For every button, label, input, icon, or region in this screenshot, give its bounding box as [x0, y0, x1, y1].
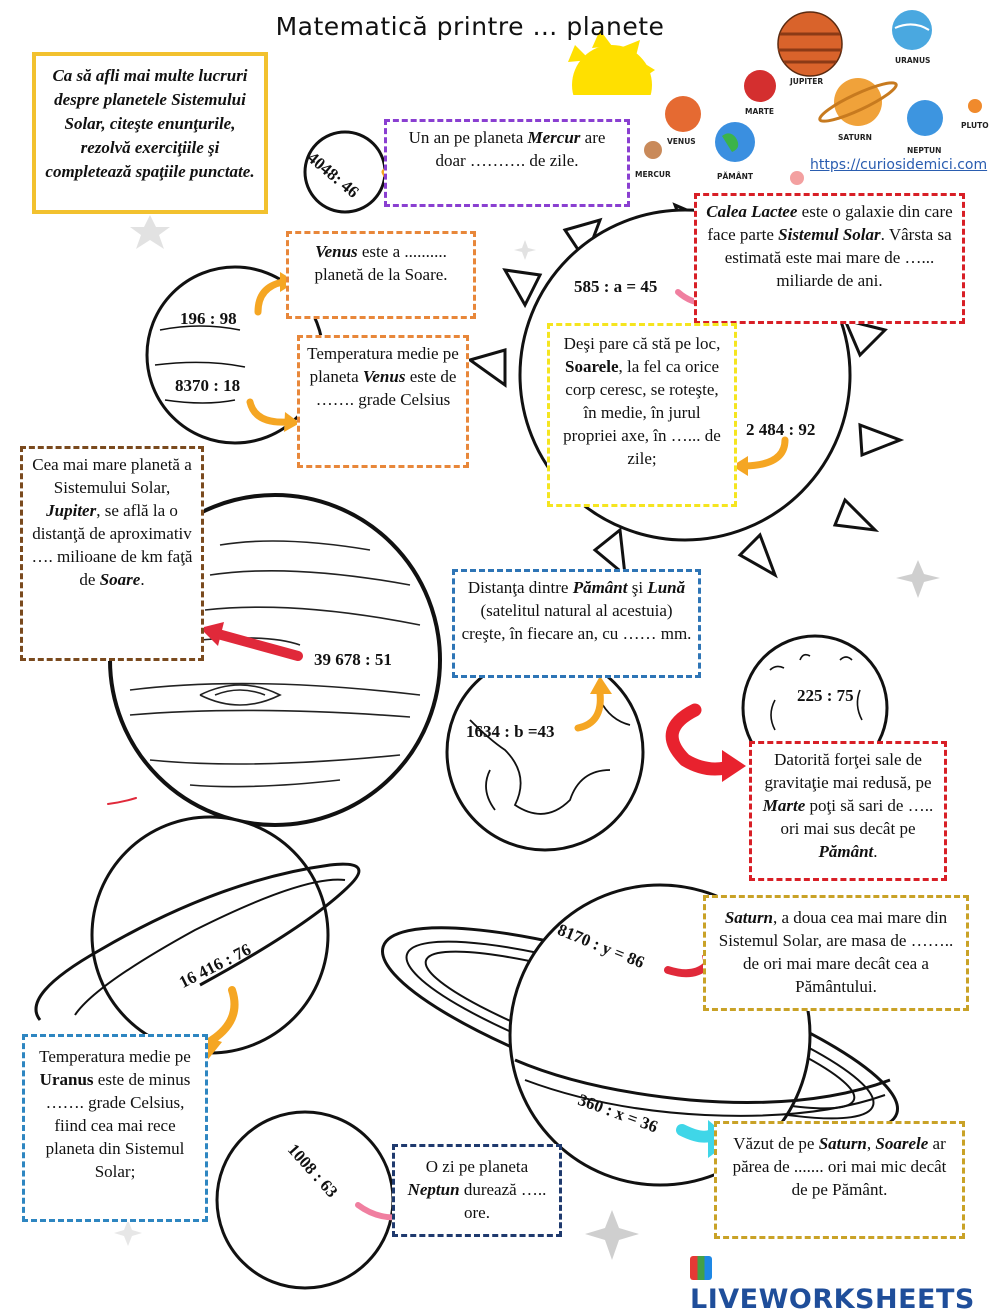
box-mercur: Un an pe planeta Mercur are doar ………. de zile.	[384, 119, 630, 207]
box-saturn-sun: Văzut de pe Saturn, Soarele ar părea de ....... ori mai mic decât de pe Pământ.	[714, 1121, 965, 1239]
label-mercur: MERCUR	[635, 170, 671, 179]
uranus-drawing	[36, 817, 359, 1053]
intro-box: Ca să afli mai multe lucruri despre planetele Sistemului Solar, citeşte enunţurile, rezolvă exerciţiile şi completează spaţiile punctate.	[32, 52, 268, 214]
box-neptun: O zi pe planeta Neptun durează ….. ore.	[392, 1144, 562, 1237]
box-uranus: Temperatura medie pe Uranus este de minus ……. grade Celsius, fiind cea mai rece planeta din Sistemul Solar;	[22, 1034, 208, 1222]
equation-mercur: 4048: 46	[303, 148, 363, 202]
box-venus-position: Venus este a .......... planetă de la Soare.	[286, 231, 476, 319]
equation-sun-a: 585 : a = 45	[574, 277, 658, 296]
liveworksheets-logo: LIVEWORKSHEETS	[690, 1253, 1000, 1315]
label-pamant: PĂMÂNT	[717, 172, 753, 181]
box-saturn-mass: Saturn, a doua cea mai mare din Sistemul Solar, are masa de …….. de ori mai mare decât cea a Pământului.	[703, 895, 969, 1011]
box-venus-temperature: Temperatura medie pe planeta Venus este de ……. grade Celsius	[297, 335, 469, 468]
box-galaxy: Calea Lactee este o galaxie din care face parte Sistemul Solar. Vârsta sa estimată este mai mare de …... miliarde de ani.	[694, 193, 965, 324]
logo-icon	[690, 1256, 712, 1280]
equation-sun-rotation: 2 484 : 92	[746, 420, 816, 439]
box-sun-rotation: Deşi pare că stă pe loc, Soarele, la fel ca orice corp ceresc, se roteşte, în medie, în jurul propriei axe, în …... de zile;	[547, 323, 737, 507]
label-uranus: URANUS	[895, 56, 931, 65]
equation-saturn-x: 360 : x = 36	[575, 1090, 661, 1137]
equation-venus-2: 8370 : 18	[175, 376, 241, 395]
label-saturn: SATURN	[838, 133, 872, 142]
label-neptun: NEPTUN	[907, 146, 942, 155]
small-sun-icon	[560, 30, 670, 125]
label-marte: MARTE	[745, 107, 774, 116]
equation-jupiter: 39 678 : 51	[314, 650, 392, 669]
box-jupiter: Cea mai mare planetă a Sistemului Solar, Jupiter, se află la o distanţă de aproximativ …. milioane de km faţă de Soare.	[20, 446, 204, 661]
neptune-drawing	[217, 1112, 393, 1288]
equation-neptun: 1008 : 63	[283, 1140, 342, 1202]
equation-mars: 225 : 75	[797, 686, 854, 705]
page-title: Matematică printre … planete	[275, 12, 665, 41]
credit-link[interactable]: https://curiosidemici.com	[810, 157, 988, 173]
equation-uranus: 16 416 : 76	[176, 939, 255, 992]
box-moon: Distanţa dintre Pământ şi Lună (satelitul natural al acestuia) creşte, în fiecare an, cu …… mm.	[452, 569, 701, 678]
label-pluto: PLUTO	[961, 121, 989, 130]
equation-venus-1: 196 : 98	[180, 309, 237, 328]
moon-drawing	[447, 654, 643, 850]
box-mars: Datorită forţei sale de gravitaţie mai redusă, pe Marte poţi să sari de ….. ori mai sus decât pe Pământ.	[749, 741, 947, 881]
label-jupiter: JUPITER	[790, 77, 824, 86]
label-venus: VENUS	[667, 137, 696, 146]
equation-saturn-y: 8170 : y = 86	[554, 920, 648, 973]
equation-moon: 1634 : b =43	[466, 722, 555, 741]
